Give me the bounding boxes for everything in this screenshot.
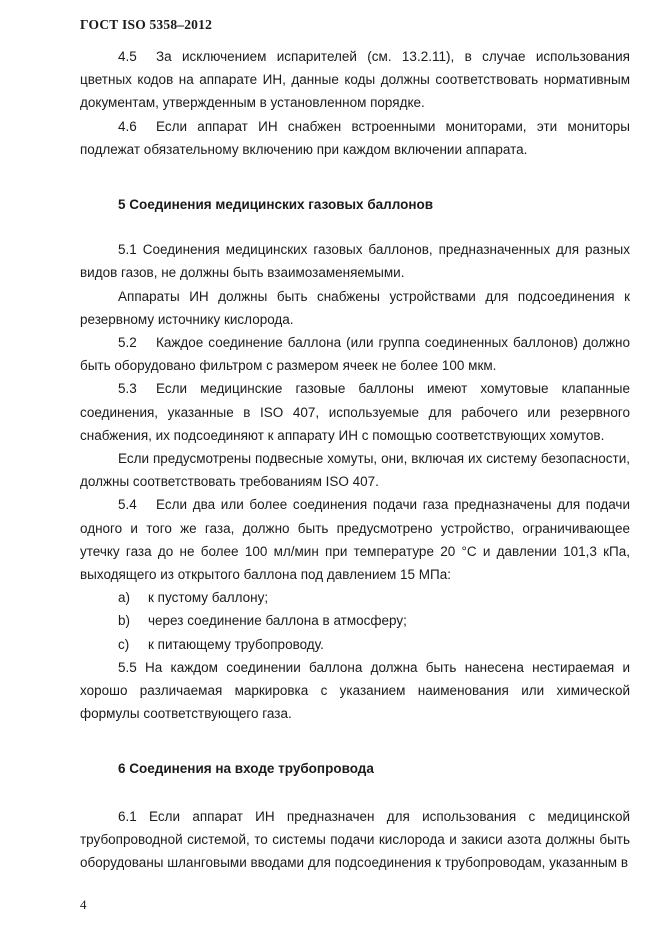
paragraph-5-1: 5.1 Соединения медицинских газовых баллонов, предназначенных для разных видов газов, не должны быть взаимозаменяемыми. bbox=[80, 242, 630, 281]
paragraph-5-2: 5.2 Каждое соединение баллона (или группа соединенных баллонов) должно быть оборудовано фильтром с размером ячеек не более 100 мкм. bbox=[80, 331, 630, 377]
paragraph-5-4: 5.4 Если два или более соединения подачи газа предназначены для подачи одного и того же газа, должно быть предусмотрено устройство, ограничивающее утечку газа до не более 100 мл/мин при температуре 20 °C и давлении 101,3 кПа, выходящего из открытого баллона под давлением 15 МПа: bbox=[80, 493, 630, 586]
list-item-c: c) к питающему трубопроводу. bbox=[80, 633, 630, 656]
page-number: 4 bbox=[80, 897, 87, 912]
list-label: c) bbox=[118, 636, 130, 652]
clause-number: 4.5 bbox=[118, 49, 137, 64]
list-label: b) bbox=[118, 613, 131, 629]
paragraph-5-3: 5.3 Если медицинские газовые баллоны имеют хомутовые клапанные соединения, указанные в ISO 407, используемые для рабочего или резервного снабжения, их подсоединяют к аппарату ИН с помощью соответствующих хомутов. bbox=[80, 377, 630, 447]
clause-number: 5.3 bbox=[118, 381, 137, 397]
section-heading-5: 5 Соединения медицинских газовых баллонов bbox=[118, 197, 434, 213]
paragraph-5-3-b: Если предусмотрены подвесные хомуты, они, включая их систему безопасности, должны соответствовать требованиям ISO 407. bbox=[80, 451, 630, 490]
clause-number: 4.6 bbox=[118, 118, 137, 134]
clause-number: 5.4 bbox=[118, 497, 137, 513]
section-heading-6: 6 Соединения на входе трубопровода bbox=[118, 761, 374, 777]
paragraph-4-6: 4.6 Если аппарат ИН снабжен встроенными мониторами, эти мониторы подлежат обязательному включению при каждом включении аппарата. bbox=[80, 115, 630, 161]
list-item-b: b) через соединение баллона в атмосферу; bbox=[80, 609, 630, 632]
paragraph-5-1-b: Аппараты ИН должны быть снабжены устройствами для подсоединения к резервному источнику кислорода. bbox=[80, 288, 630, 327]
paragraph-5-5: 5.5 На каждом соединении баллона должна быть нанесена нестираемая и хорошо различаемая маркировка с указанием наименования или химической формулы соответствующего газа. bbox=[80, 659, 630, 722]
list-label: a) bbox=[118, 590, 131, 606]
paragraph-6-1: 6.1 Если аппарат ИН предназначен для использования с медицинской трубопроводной системой, то системы подачи кислорода и закиси азота должны быть оборудованы шланговыми вводами для подсоединения к трубопроводам, указанным в bbox=[80, 808, 630, 871]
document-body bbox=[80, 45, 630, 874]
list-item-a: a) к пустому баллону; bbox=[80, 586, 630, 609]
document-header: ГОСТ ISO 5358–2012 bbox=[80, 17, 213, 32]
clause-number: 5.2 bbox=[118, 335, 137, 351]
paragraph-4-5: 4.5 За исключением испарителей (см. 13.2.11), в случае использования цветных кодов на аппарате ИН, данные коды должны соответствовать нормативным документам, утвержденным в установленном порядке. bbox=[80, 45, 630, 115]
